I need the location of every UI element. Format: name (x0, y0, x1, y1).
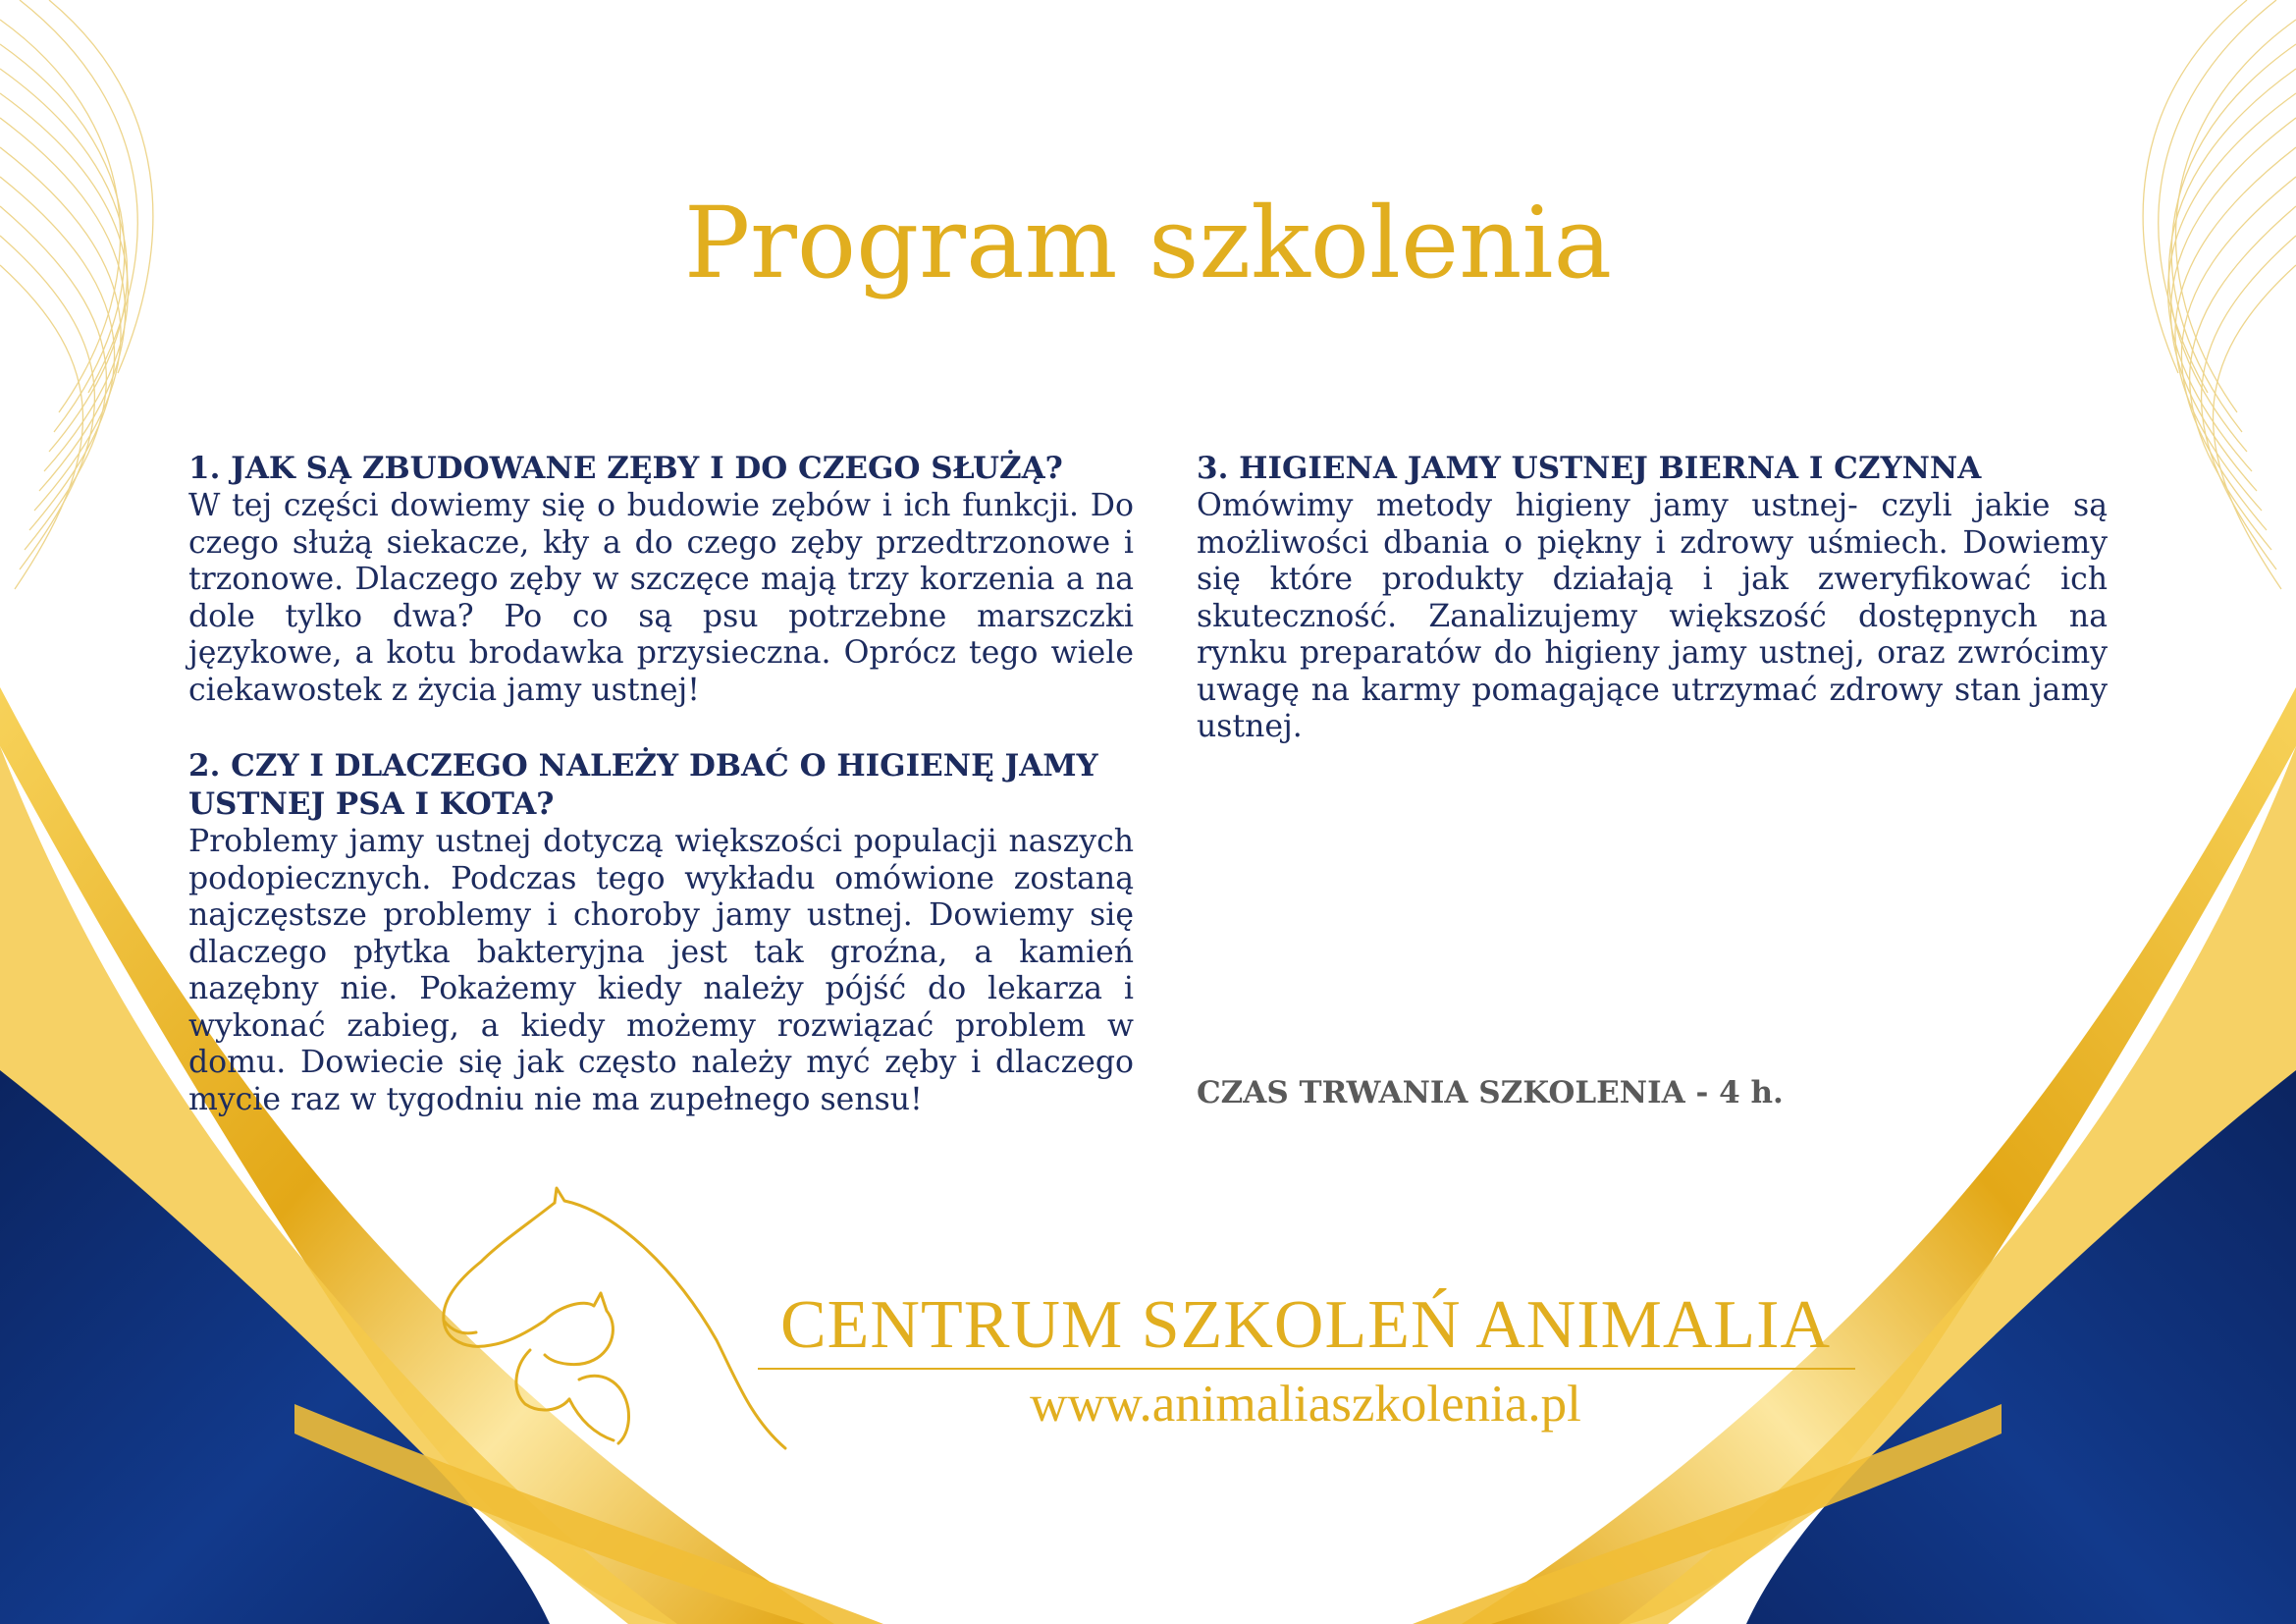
page-title: Program szkolenia (683, 186, 1613, 300)
section-body: W tej części dowiemy się o budowie zębów i ich funkcji. Do czego służą siekacze, kły a do czego zęby przedtrzonowe i trzonowe. Dlaczego zęby w szczęce mają trzy korzenia a na dole tylko dwa? Po co są psu potrzebne marszczki językowe, a kotu brodawka przysieczna. Oprócz tego wiele ciekawostek z życia jamy ustnej! (188, 488, 1134, 708)
section-3 (1197, 450, 2108, 746)
section-1 (188, 450, 1134, 709)
training-duration: CZAS TRWANIA SZKOLENIA - 4 h. (1197, 1075, 1784, 1110)
section-heading: 3. HIGIENA JAMY USTNEJ BIERNA I CZYNNA (1197, 451, 1982, 486)
horse-cat-dog-logo-icon (432, 1183, 805, 1453)
left-column (188, 450, 1134, 1118)
brand-divider (758, 1368, 1855, 1370)
section-heading: 1. JAK SĄ ZBUDOWANE ZĘBY I DO CZEGO SŁUŻĄ? (188, 451, 1063, 486)
brand-name: CENTRUM SZKOLEŃ ANIMALIA (779, 1287, 1832, 1363)
section-body: Omówimy metody higieny jamy ustnej- czyli jakie są możliwości dbania o piękny i zdrowy uśmiech. Dowiemy się które produkty działają i jak zweryfikować ich skuteczność. Zanalizujemy większość dostępnych na rynku preparatów do higieny jamy ustnej, oraz zwrócimy uwagę na karmy pomagające utrzymać zdrowy stan jamy ustnej. (1197, 488, 2108, 744)
brand-website-link[interactable]: www.animaliaszkolenia.pl (1030, 1376, 1581, 1433)
right-column (1197, 450, 2108, 746)
section-2 (188, 747, 1134, 1118)
section-body: Problemy jamy ustnej dotyczą większości populacji naszych podopiecznych. Podczas tego wykładu omówione zostaną najczęstsze problemy i choroby jamy ustnej. Dowiemy się dlaczego płytka bakteryjna jest tak groźna, a kamień nazębny nie. Pokażemy kiedy należy pójść do lekarza i wykonać zabieg, a kiedy możemy rozwiązać problem w domu. Dowiecie się jak często należy myć zęby i dlaczego mycie raz w tygodniu nie ma zupełnego sensu! (188, 824, 1134, 1117)
section-heading: 2. CZY I DLACZEGO NALEŻY DBAĆ O HIGIENĘ JAMY USTNEJ PSA I KOTA? (188, 748, 1098, 822)
